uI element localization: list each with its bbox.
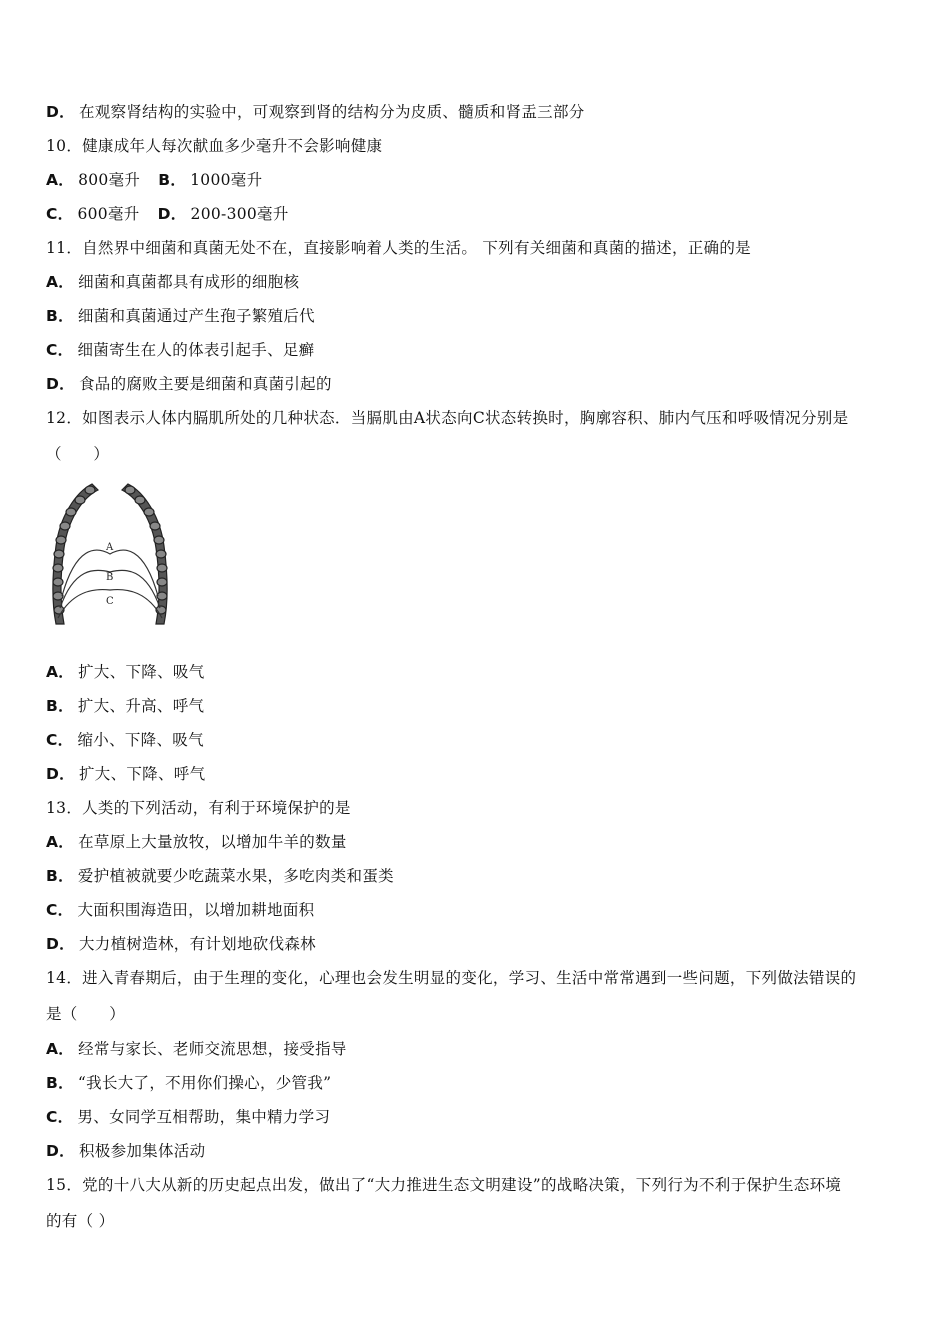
q12-option-d <box>46 764 205 784</box>
option-label: D． <box>157 205 187 223</box>
option-text: 食品的腐败主要是细菌和真菌引起的 <box>78 375 332 393</box>
option-text: 经常与家长、老师交流思想，接受指导 <box>78 1040 347 1058</box>
option-text: 男、女同学互相帮助，集中精力学习 <box>77 1108 331 1126</box>
option-text: 在观察肾结构的实验中，可观察到肾的结构分为皮质、髓质和肾盂三部分 <box>78 103 585 121</box>
option-label: C． <box>46 341 74 359</box>
option-label: A． <box>46 1040 75 1058</box>
q12-option-b <box>46 696 204 716</box>
option-text: 在草原上大量放牧，以增加牛羊的数量 <box>78 833 347 851</box>
figure-label-a: A <box>106 542 114 553</box>
option-label: B． <box>46 307 74 325</box>
option-text: 600毫升 <box>77 205 140 223</box>
option-text: “我长大了，不用你们操心，少管我” <box>77 1074 332 1092</box>
figure-label-b: B <box>106 572 114 583</box>
option-label: C． <box>46 1108 74 1126</box>
q10-stem: 10．健康成年人每次献血多少毫升不会影响健康 <box>46 137 383 155</box>
q14-option-c <box>46 1107 330 1127</box>
q13-option-c <box>46 900 315 920</box>
q15-stem: 15．党的十八大从新的历史起点出发，做出了“大力推进生态文明建设”的战略决策，下列行为不利于保护生态环境 <box>46 1176 842 1194</box>
option-label: D． <box>46 103 75 121</box>
q14-option-b <box>46 1073 331 1093</box>
option-label: B． <box>46 1074 74 1092</box>
q11-option-d <box>46 374 332 394</box>
left-rib-cage <box>53 484 98 624</box>
option-label: B． <box>46 697 74 715</box>
q11-option-c <box>46 340 315 360</box>
q11-option-b <box>46 306 315 326</box>
option-label: A． <box>46 273 75 291</box>
figure-label-c: C <box>106 596 114 607</box>
q12-stem: 12．如图表示人体内膈肌所处的几种状态．当膈肌由A状态向C状态转换时，胸廓容积、肺内气压和呼吸情况分别是 <box>46 409 849 427</box>
option-label: A． <box>46 833 75 851</box>
option-label: C． <box>46 205 74 223</box>
q15-stem-bracket: 的有（ ） <box>46 1212 115 1230</box>
q9-option-d <box>46 102 585 122</box>
option-label: D． <box>46 375 75 393</box>
q14-option-a <box>46 1039 347 1059</box>
option-label: D． <box>46 1142 75 1160</box>
option-text: 800毫升 <box>78 171 141 189</box>
option-text: 细菌寄生在人的体表引起手、足癣 <box>77 341 315 359</box>
q14-option-d <box>46 1141 205 1161</box>
option-text: 扩大、升高、呼气 <box>77 697 205 715</box>
option-text: 缩小、下降、吸气 <box>77 731 204 749</box>
diaphragm-figure <box>46 476 176 628</box>
option-label: D． <box>46 765 75 783</box>
q12-option-a <box>46 662 205 682</box>
option-label: C． <box>46 901 74 919</box>
right-rib-cage <box>122 484 167 624</box>
q12-option-c <box>46 730 204 750</box>
option-label: B． <box>46 867 74 885</box>
q13-stem: 13．人类的下列活动，有利于环境保护的是 <box>46 799 351 817</box>
q11-option-a <box>46 272 299 292</box>
option-text: 积极参加集体活动 <box>78 1142 206 1160</box>
option-text: 扩大、下降、吸气 <box>78 663 205 681</box>
option-text: 200-300毫升 <box>190 205 289 223</box>
option-text: 扩大、下降、呼气 <box>78 765 206 783</box>
option-text: 爱护植被就要少吃蔬菜水果，多吃肉类和蛋类 <box>77 867 394 885</box>
q14-stem-bracket: 是（ ） <box>46 1005 126 1023</box>
q10-options-ab <box>46 170 262 190</box>
option-label: A． <box>46 171 75 189</box>
option-label: D． <box>46 935 75 953</box>
q10-options-cd <box>46 204 289 224</box>
q14-stem: 14．进入青春期后，由于生理的变化，心理也会发生明显的变化，学习、生活中常常遇到一些问题，下列做法错误的 <box>46 969 857 987</box>
option-label: A． <box>46 663 75 681</box>
option-text: 1000毫升 <box>190 171 263 189</box>
option-label: C． <box>46 731 74 749</box>
option-text: 细菌和真菌通过产生孢子繁殖后代 <box>77 307 315 325</box>
option-text: 大力植树造林，有计划地砍伐森林 <box>78 935 316 953</box>
q13-option-b <box>46 866 394 886</box>
q12-stem-bracket: （ ） <box>46 445 110 463</box>
option-text: 细菌和真菌都具有成形的细胞核 <box>78 273 300 291</box>
option-text: 大面积围海造田，以增加耕地面积 <box>77 901 315 919</box>
option-label: B． <box>158 171 187 189</box>
q13-option-d <box>46 934 316 954</box>
q11-stem: 11．自然界中细菌和真菌无处不在，直接影响着人类的生活。 下列有关细菌和真菌的描述，正确的是 <box>46 239 751 257</box>
q13-option-a <box>46 832 347 852</box>
